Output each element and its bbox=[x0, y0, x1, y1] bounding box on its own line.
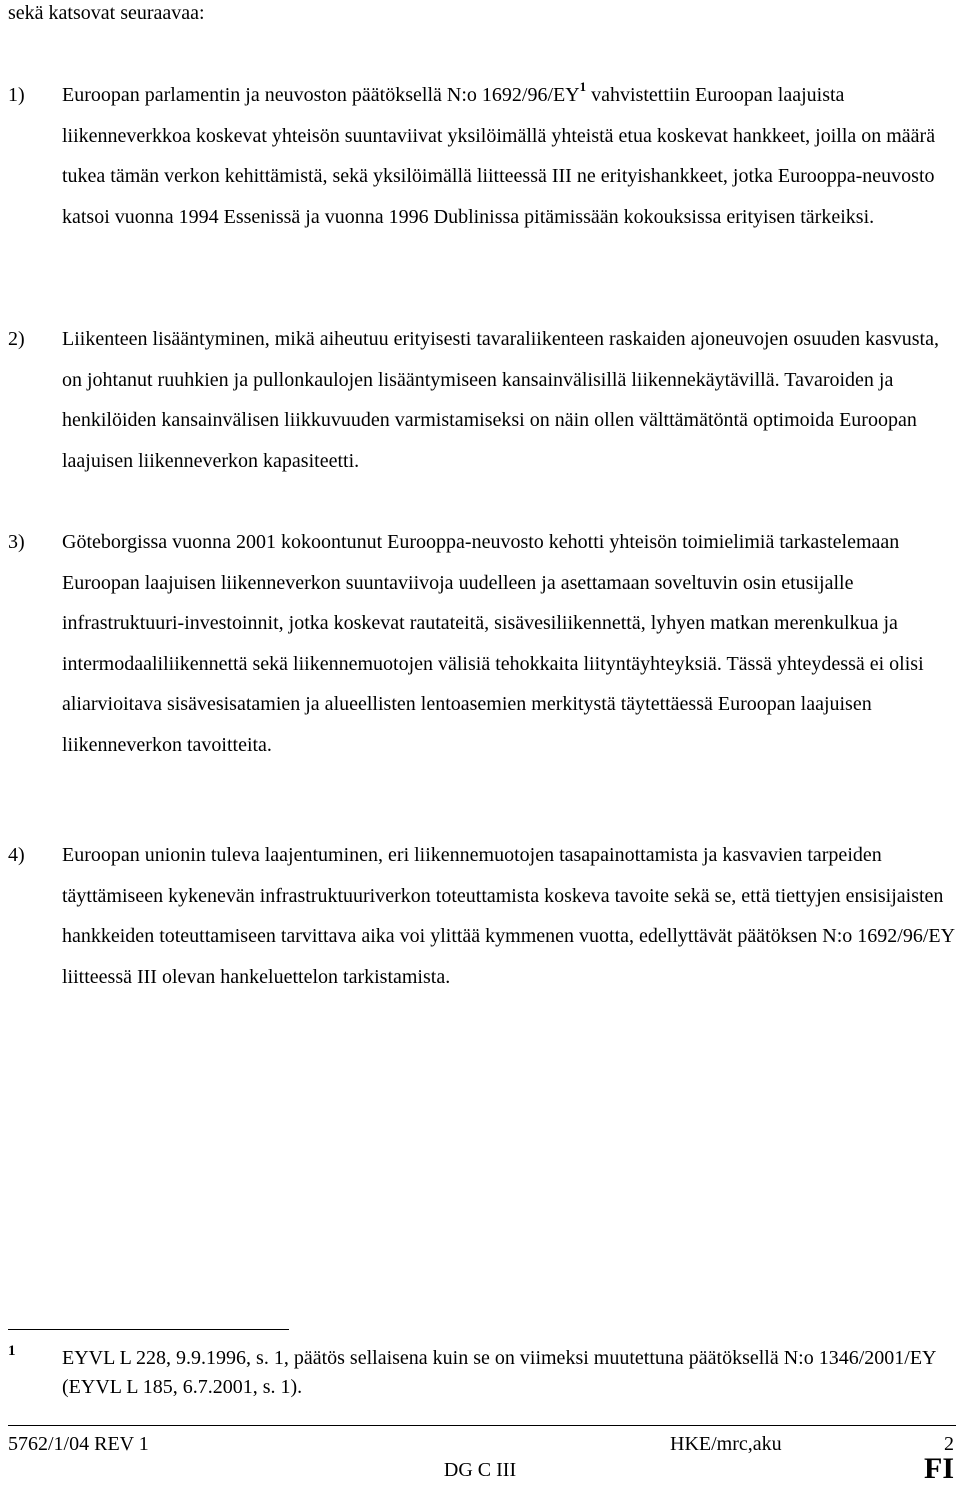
item-text: Euroopan unionin tuleva laajentuminen, eri liikennemuotojen tasapainottamista ja kasvavien tarpeiden täyttämiseen kykenevän infrastruktuuriverkon toteuttamista koskeva tavoite sekä se, että tiettyjen ensisijaisten hankkeiden toteuttamiseen tarvittava aika voi ylittää kymmenen vuotta, edellyttävät päätöksen N:o 1692/96/EY liitteessä III olevan hankeluettelon tarkistamista. bbox=[62, 844, 955, 988]
footnote-mark: 1 bbox=[8, 1343, 16, 1359]
item-number: 4) bbox=[8, 844, 25, 866]
language-code: FI bbox=[924, 1452, 954, 1485]
item-number: 1) bbox=[8, 84, 25, 106]
item-number: 2) bbox=[8, 328, 25, 350]
intro-text: sekä katsovat seuraavaa: bbox=[8, 2, 205, 24]
item-text: Göteborgissa vuonna 2001 kokoontunut Eurooppa-neuvosto kehotti yhteisön toimielimiä tarkastelemaan Euroopan laajuisen liikenneverkon suuntaviivoja uudelleen ja asettamaan soveltuvin osin etusijalle infrastruktuuri-investoinnit, jotka koskevat rautateitä, sisävesiliikennettä, lyhyen matkan merenkulkua ja intermodaaliliikennettä sekä liikennemuotojen välisiä tehokkaita liityntäyhteyksiä. Tässä yhteydessä ei olisi aliarvioitava sisävesisatamien ja alueellisten lentoasemien merkitystä täytettäessä Euroopan laajuisen liikenneverkon tavoitteita. bbox=[62, 531, 924, 756]
footnote-reference[interactable]: 1 bbox=[579, 79, 587, 95]
footnote-text: EYVL L 228, 9.9.1996, s. 1, päätös sellaisena kuin se on viimeksi muutettuna päätöksellä N:o 1346/2001/EY (EYVL L 185, 6.7.2001, s. 1). bbox=[62, 1347, 936, 1398]
footer-divider bbox=[8, 1425, 956, 1426]
item-text-part: Euroopan parlamentin ja neuvoston päätöksellä N:o 1692/96/EY bbox=[62, 84, 580, 106]
item-text-part: vahvistettiin Euroopan laajuista liikenneverkkoa koskevat yhteisön suuntaviivat yksilöimällä yhteistä etua koskevat hankkeet, joilla on määrä tukea tämän verkon kehittämistä, sekä yksilöimällä liitteessä III ne erityishankkeet, jotka Eurooppa-neuvosto katsoi vuonna 1994 Essenissä ja vuonna 1996 Dublinissa pitämissään kokouksissa erityisen tärkeiksi. bbox=[62, 84, 936, 228]
directorate-label: DG C III bbox=[443, 1459, 517, 1481]
page-number: 2 bbox=[944, 1433, 954, 1455]
footnote-divider bbox=[8, 1329, 289, 1330]
item-number: 3) bbox=[8, 531, 25, 553]
document-reference: 5762/1/04 REV 1 bbox=[8, 1433, 149, 1455]
item-text bbox=[62, 75, 956, 237]
item-text: Liikenteen lisääntyminen, mikä aiheutuu erityisesti tavaraliikenteen raskaiden ajoneuvojen osuuden kasvusta, on johtanut ruuhkien ja pullonkaulojen lisääntymiseen kansainvälisillä liikennekäytävillä. Tavaroiden ja henkilöiden kansainvälisen liikkuvuuden varmistamiseksi on näin ollen välttämätöntä optimoida Euroopan laajuisen liikenneverkon kapasiteetti. bbox=[62, 328, 939, 472]
author-code: HKE/mrc,aku bbox=[670, 1433, 782, 1455]
